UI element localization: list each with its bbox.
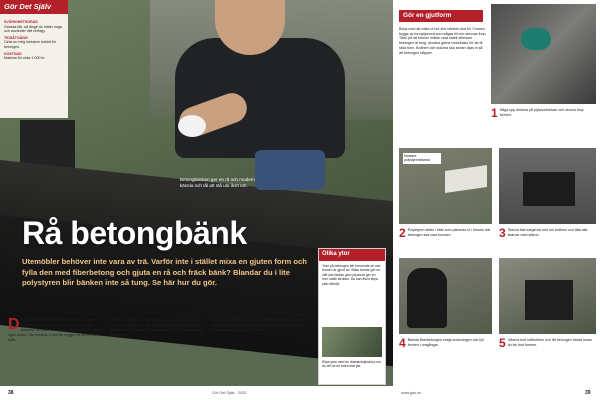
worker <box>407 268 447 328</box>
section-text: Börja med att mäta ut hur stor bänken ska bli. Formen byggs av formplywood som sågas till och skruvas ihop. Tänk på att formen måste vara stabil eftersom betongen är tung. Använd gärna vinkelhake för att få raka hörn. Bottnen och sidorna ska sedan oljas in så att betongen släpper. <box>399 27 487 55</box>
fact-box-text: Ytan på betongen blir beroende av vad formen är gjord av. Släta formar ger en slät yta medan grov plywood ger en mer rustik struktur. Du kan även slipa ytan efteråt. <box>322 264 381 286</box>
body-column-3: Genom att blanda i krossad polystyren minskar du vikten avsevärt. Bänken blir då lättare att flytta när den är klar och kan ställas där du vill ha den. <box>212 318 305 332</box>
fact-box-photo <box>322 327 382 357</box>
fact-box-header <box>319 249 385 261</box>
step-number: 3 <box>499 226 506 240</box>
sidebar-content <box>4 18 64 61</box>
photo-caption: Betongbänken ger en rå och modern känsla och tål att stå ute året om. <box>180 177 255 188</box>
sidebar-heading: SVÅRIGHETSGRAD <box>4 20 38 24</box>
sidebar-text: Material för cirka 1 000 kr. <box>4 56 46 61</box>
body-column-2: Formen bygger du av formplywood som skruvas ihop. Insidan beläggs med olja så att betongen släpper lätt när den har härdat. Använd fiberbetong för att få en stark och tålig bänk. <box>110 318 204 337</box>
step-5 <box>499 338 596 349</box>
sidebar-text: Ganska lätt, så länge du mäter noga och använder rätt verktyg. <box>4 24 62 34</box>
body-column-1 <box>8 318 104 343</box>
page-number-right: 39 <box>585 390 591 396</box>
step-2 <box>399 228 492 239</box>
section-title: Gör en gjutform <box>403 12 452 19</box>
footer-url: www.gds.se <box>401 391 422 395</box>
step-number: 2 <box>399 226 406 240</box>
step-text: Polystyren skärs i bitar som placeras ut i formen där betongen ska vara tunnare. <box>407 228 491 237</box>
person-jeans <box>255 150 325 190</box>
step-1 <box>491 108 596 119</box>
fact-box-caption: Slipa ytan med en diamantslipskiva om du vill ha en extra slät yta. <box>322 360 381 369</box>
step-text: Vibrera bort luftbubblor och låt betongen härda innan du tar bort formen. <box>507 338 592 347</box>
logo: Gör Det Själv <box>4 2 52 11</box>
circular-saw <box>521 28 551 50</box>
page-number-left: 38 <box>8 390 14 396</box>
fact-box <box>318 248 386 385</box>
step-text: Såga upp delarna på plywoodskivan och skruva ihop formen. <box>499 108 584 117</box>
article-title: Rå betongbänk <box>22 215 247 251</box>
dropcap: D <box>8 316 20 333</box>
step-3 <box>499 228 596 239</box>
person-hand <box>178 115 206 137</box>
step-number: 5 <box>499 336 506 350</box>
sidebar-heading: TIDSÅTGÅNG <box>4 35 28 40</box>
step-number: 1 <box>491 106 498 120</box>
step-4 <box>399 338 492 349</box>
fact-box-title: Olika ytor <box>322 251 350 257</box>
step-photo-1 <box>491 4 596 104</box>
step-text: Blanda fiberbetongen enligt anvisningen och fyll formen i omgångar. <box>407 338 484 347</box>
person-body <box>175 38 345 158</box>
right-page <box>393 0 600 400</box>
body-text: De sista åren har betong blivit allt mer populärt i trädgårdar och på uterummet. Materialet är slitstarkt, tål väder och vind och kan formas efter egen smak. Här berättar vi hur du bygger en enkel bänk själv. <box>8 318 100 342</box>
footer-label-left: Gör Det Själv · 2020 <box>212 391 247 395</box>
concrete-mold <box>523 172 575 206</box>
step-number: 4 <box>399 336 406 350</box>
section-header <box>399 10 483 22</box>
sidebar-box <box>0 0 68 118</box>
photo-label: Markera polystyrenbitarna <box>403 153 441 164</box>
article-intro: Utemöbler behöver inte vara av trä. Varför inte i stället mixa en gjuten form och fylla den med fiberbetong och gjuta en rå och fräck bänk? Blandar du i lite polystyren blir bänken inte så tung. Se här hur du gör. <box>22 257 307 287</box>
sidebar-text: Cirka en helg inklusive torktid för betongen. <box>4 40 56 49</box>
footer-left <box>0 386 393 400</box>
step-text: Skruva fast sargerna runt om bottnen och täta alla skarvar med silikon. <box>507 228 588 237</box>
filled-mold <box>525 280 573 320</box>
logo-bar <box>0 0 68 14</box>
sidebar-heading: KOSTNAD <box>4 51 22 56</box>
footer-right <box>393 386 600 400</box>
